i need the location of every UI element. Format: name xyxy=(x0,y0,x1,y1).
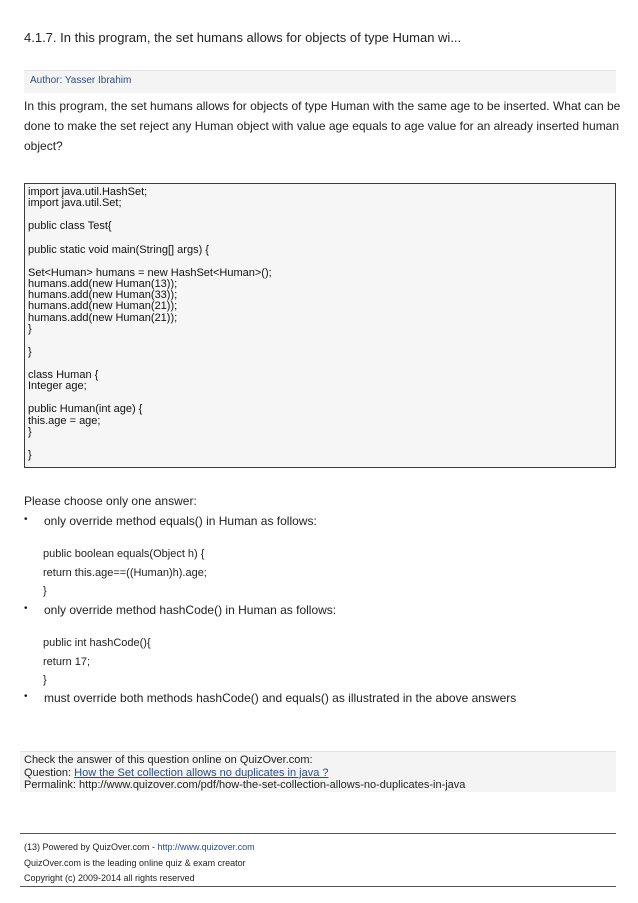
code-line xyxy=(28,358,615,370)
code-line: Integer age; xyxy=(28,380,87,393)
answer-code-line: public int hashCode(){ xyxy=(43,637,151,649)
bullet: • xyxy=(24,691,28,702)
check-intro: Check the answer of this question online on QuizOver.com: xyxy=(24,754,313,766)
footer-divider-top xyxy=(20,833,616,834)
code-line: class Human { xyxy=(28,369,99,382)
question-title: 4.1.7. In this program, the set humans allows for objects of type Human wi... xyxy=(24,30,462,45)
code-line xyxy=(28,335,615,347)
code-line: } xyxy=(28,345,32,358)
check-answer-box xyxy=(20,751,616,792)
footer-copyright: Copyright (c) 2009-2014 all rights reserved xyxy=(24,873,195,883)
code-line: this.age = age; xyxy=(28,414,101,427)
code-line xyxy=(28,209,615,221)
code-line: } xyxy=(28,449,32,461)
code-line: humans.add(new Human(33)); xyxy=(28,289,178,302)
answer-code-line: public boolean equals(Object h) { xyxy=(43,548,205,560)
bullet: • xyxy=(24,514,28,525)
answer-text: must override both methods hashCode() and equals() as illustrated in the above answers xyxy=(44,691,517,705)
code-line: humans.add(new Human(21)); xyxy=(28,300,178,313)
code-line: import java.util.HashSet; xyxy=(28,186,148,198)
choose-label: Please choose only one answer: xyxy=(24,494,197,508)
code-line xyxy=(28,256,615,268)
question-link-line xyxy=(24,767,616,780)
code-line xyxy=(28,438,615,450)
code-line: public static void main(String[] args) { xyxy=(28,243,209,256)
answer-code-line: return this.age==((Human)h).age; xyxy=(43,567,207,579)
answer-code-line: } xyxy=(43,585,47,597)
author-label: Author: Yasser Ibrahim xyxy=(30,75,132,86)
code-line: humans.add(new Human(21)); xyxy=(28,311,178,324)
bullet: • xyxy=(24,603,28,614)
footer-tagline: QuizOver.com is the leading online quiz & exam creator xyxy=(24,858,246,868)
question-link[interactable]: How the Set collection allows no duplicates in java ? xyxy=(74,766,329,779)
author-bar xyxy=(24,70,616,93)
code-line: public class Test{ xyxy=(28,220,112,233)
code-line: Set<Human> humans = new HashSet<Human>(); xyxy=(28,266,272,279)
answer-code-line: return 17; xyxy=(43,656,91,668)
code-line: public Human(int age) { xyxy=(28,403,143,416)
code-line xyxy=(28,233,615,245)
code-line: import java.util.Set; xyxy=(28,197,122,210)
permalink[interactable]: Permalink: http://www.quizover.com/pdf/how-the-set-collection-allows-no-duplicates-in-java xyxy=(24,779,466,791)
question-label: Question: xyxy=(24,766,75,779)
footer-divider-bottom xyxy=(20,886,616,887)
code-line: humans.add(new Human(13)); xyxy=(28,277,178,290)
quizover-link[interactable]: http://www.quizover.com xyxy=(157,842,255,852)
powered-by-text: (13) Powered by QuizOver.com - xyxy=(24,842,158,852)
code-line: } xyxy=(28,425,32,438)
code-block xyxy=(24,183,616,468)
answer-text: only override method equals() in Human as follows: xyxy=(44,514,317,528)
code-line: } xyxy=(28,322,32,335)
footer-powered-by xyxy=(24,842,255,852)
answer-code-line: } xyxy=(43,674,47,686)
answer-text: only override method hashCode() in Human as follows: xyxy=(44,603,337,617)
question-text: In this program, the set humans allows for objects of type Human with the same age to be inserted. What can be done to make the set reject any Human object with value age equals to age value for an already inserted human object? xyxy=(24,99,621,153)
